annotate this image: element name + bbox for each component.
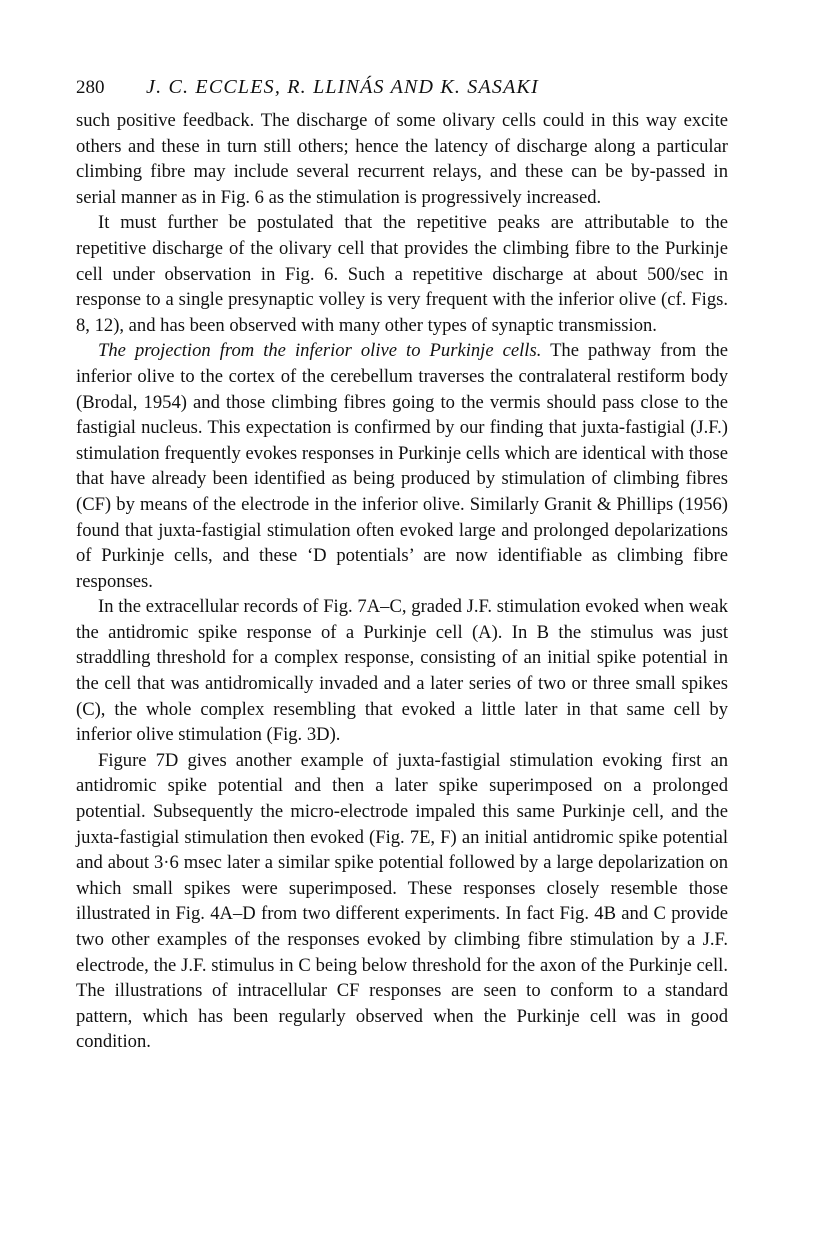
page-header <box>76 72 728 108</box>
paragraph-5 <box>76 748 728 1055</box>
page-number: 280 <box>76 77 105 98</box>
paragraph-3-text: The pathway from the inferior olive to the cortex of the cerebellum traverses the contralateral restiform body (Brodal, 1954) and those climbing fibres going to the vermis should pass close to the fastigial nucleus. This expectation is confirmed by our finding that juxta-fastigial (J.F.) stimulation frequently evokes responses in Purkinje cells which are identical with those that have already been identified as being produced by stimulation of climbing fibres (CF) by means of the electrode in the inferior olive. Similarly Granit & Phillips (1956) found that juxta-fastigial stimulation often evoked large and prolonged depolarizations of Purkinje cells, and these ‘D potentials’ are now identifiable as climbing fibre responses. <box>76 340 728 592</box>
journal-page <box>76 72 728 1055</box>
paragraph-1 <box>76 108 728 210</box>
paragraph-5-text: Figure 7D gives another example of juxta-fastigial stimulation evoking first an antidromic spike potential and then a later spike superimposed on a prolonged potential. Subsequently the micro-electrode impaled this same Purkinje cell, and the juxta-fastigial stimulation then evoked (Fig. 7E, F) an initial antidromic spike potential and about 3·6 msec later a similar spike potential followed by a large depolarization on which small spikes were superimposed. These responses closely resemble those illustrated in Fig. 4A–D from two different experiments. In fact Fig. 4B and C provide two other examples of the responses evoked by climbing fibre stimulation by a J.F. electrode, the J.F. stimulus in C being below threshold for the axon of the Purkinje cell. The illustrations of intracellular CF responses are seen to conform to a standard pattern, which has been regularly observed when the Purkinje cell was in good condition. <box>76 749 728 1053</box>
paragraph-3 <box>76 338 728 594</box>
paragraph-1-text: such positive feedback. The discharge of some olivary cells could in this way excite others and these in turn still others; hence the latency of discharge along a particular climbing fibre may include several recurrent relays, and these can be by-passed in serial manner as in Fig. 6 as the stimulation is progressively increased. <box>76 110 728 208</box>
section-heading-projection: The projection from the inferior olive to Purkinje cells. <box>98 340 542 362</box>
paragraph-2 <box>76 210 728 338</box>
paragraph-4 <box>76 594 728 748</box>
paragraph-4-text: In the extracellular records of Fig. 7A–C, graded J.F. stimulation evoked when weak the antidromic spike response of a Purkinje cell (A). In B the stimulus was just straddling threshold for a complex response, consisting of an initial spike potential in the cell that was antidromically invaded and a later series of two or three small spikes (C), the whole complex resembling that evoked a little later in that same cell by inferior olive stimulation (Fig. 3D). <box>76 596 728 746</box>
paragraph-2-text: It must further be postulated that the repetitive peaks are attributable to the repetitive discharge of the olivary cell that provides the climbing fibre to the Purkinje cell under observation in Fig. 6. Such a repetitive discharge at about 500/sec in response to a single presynaptic volley is very frequent with the inferior olive (cf. Figs. 8, 12), and has been observed with many other types of synaptic transmission. <box>76 212 728 336</box>
running-head: J. C. ECCLES, R. LLINÁS AND K. SASAKI <box>146 76 539 98</box>
